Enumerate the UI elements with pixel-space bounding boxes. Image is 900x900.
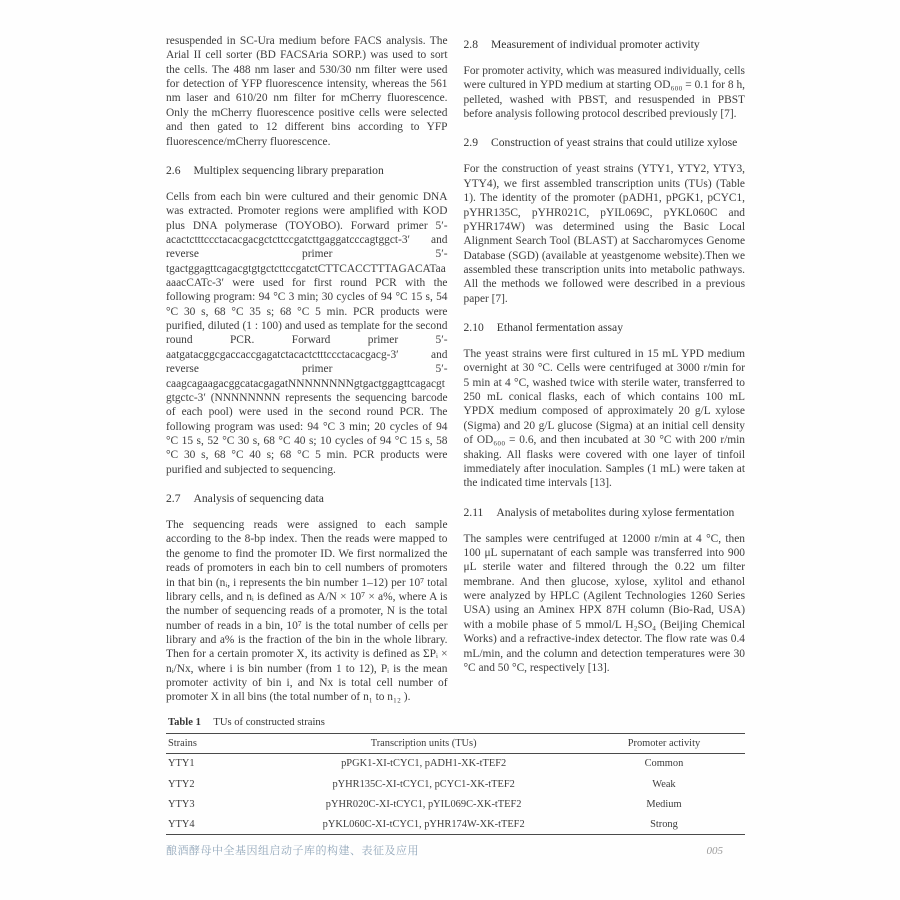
section-title: Multiplex sequencing library preparation — [193, 163, 384, 177]
two-column-body — [166, 34, 745, 705]
table1-block — [166, 717, 745, 836]
cell-transcription-units: pYKL060C-XI-tCYC1, pYHR174W-XK-tTEF2 — [322, 818, 525, 830]
page-footer — [166, 842, 745, 858]
table-row — [166, 814, 745, 835]
section-number: 2.6 — [166, 163, 181, 177]
table1-label: Table 1 — [168, 716, 201, 728]
table-row — [166, 794, 745, 814]
column-header-transcription-units: Transcription units (TUs) — [264, 733, 582, 753]
page-number: 005 — [706, 845, 723, 857]
cell-strain: YTY3 — [168, 798, 195, 810]
table1-caption — [166, 717, 745, 728]
column-header-strains: Strains — [166, 733, 264, 753]
section-number: 2.11 — [463, 505, 484, 519]
section-heading-2-8 — [464, 38, 746, 51]
cell-promoter-activity: Medium — [646, 798, 682, 810]
table-row — [166, 774, 745, 794]
cell-promoter-activity: Strong — [650, 818, 678, 830]
cell-transcription-units: pYHR020C-XI-tCYC1, pYIL069C-XK-tTEF2 — [325, 798, 522, 810]
paragraph-2-7-body: The sequencing reads were assigned to each sample according to the 8-bp index. Then the reads were mapped to the genome to find the promoter ID. We first normalized the reads of promoters in each bin to cell numbers of promoters in that bin (nᵢ, i represents the bin number 1–12) per 10⁷ total library cells, and nᵢ is defined as A/N × 10⁷ × a%, where A is the number of sequencing reads of a promoter, N is the total number of reads in a bin, 10⁷ is the total number of cells per library and a% is the fraction of the bin in the whole library. Then for a certain promoter X, its activity is defined as ΣPᵢ × nᵢ/Nx, where i is bin number (from 1 to 12), Pᵢ is the mean promoter activity of bin i, and Nx is total cell number of promoter X in all bins (the total number of n₁ to n₁₂ ). — [166, 519, 448, 704]
right-column — [464, 34, 746, 705]
table1 — [166, 733, 745, 836]
section-heading-2-11 — [464, 506, 746, 519]
section-title: Ethanol fermentation assay — [496, 321, 623, 335]
cell-transcription-units: pPGK1-XI-tCYC1, pADH1-XK-tTEF2 — [341, 758, 507, 770]
section-heading-2-10 — [464, 321, 746, 334]
section-title: Analysis of sequencing data — [193, 492, 324, 506]
cell-promoter-activity: Common — [644, 758, 684, 770]
cell-strain: YTY2 — [168, 778, 195, 790]
section-heading-2-9 — [464, 136, 746, 149]
table-row — [166, 753, 745, 774]
section-heading-2-7 — [166, 492, 448, 505]
section-number: 2.8 — [463, 38, 478, 51]
section-number: 2.9 — [463, 136, 478, 150]
cell-transcription-units: pYHR135C-XI-tCYC1, pCYC1-XK-tTEF2 — [332, 778, 515, 790]
section-title: Measurement of individual promoter activity — [491, 38, 700, 51]
section-title: Construction of yeast strains that could utilize xylose — [491, 136, 738, 150]
paragraph-2-10-body: The yeast strains were first cultured in 15 mL YPD medium overnight at 30 °C. Cells were centrifuged at 3000 r/min for 5 min at 4 °C, washed twice with sterile water, transferred to 250 mL conical flasks, each of which contains 100 mL YPDX medium composed of approximately 20 g/L xylose (Sigma) and 20 g/L glucose (Sigma) at an initial cell density of OD₆₀₀ = 0.6, and then incubated at 30 °C with 200 r/min shaking. All flasks were covered with one layer of tinfoil immediately after inoculation. Samples (1 mL) were taken at the indicated time intervals [13]. — [463, 348, 745, 490]
paragraph-2-6-body: Cells from each bin were cultured and their genomic DNA was extracted. Promoter regions were amplified with KOD plus DNA polymerase (TOYOBO). Forward primer 5′-acactctttccctacacgacgctcttccgatcttgaggatcccagtggct-3′ and reverse primer 5′-tgactggagttcagacgtgtgctcttccgatctCTTCACCTTTAGACATaaaaacCATc-3′ were used for first round PCR with the following program: 94 °C 3 min; 30 cycles of 94 °C 15 s, 54 °C 30 s, 68 °C 35 s; 68 °C 5 min. PCR products were purified, diluted (1 : 100) and used as template for the second round PCR. Forward primer 5′-aatgatacggcgaccaccgagatctacactctttccctacacgacg-3′ and reverse primer 5′-caagcagaagacggcatacgagatNNNNNNNNgtgactggagttcagacgtgtgctc-3′ (NNNNNNNN represents the sequencing barcode of each pool) were used in the second round PCR. The following program was used: 94 °C 3 min; 20 cycles of 94 °C 15 s, 52 °C 30 s, 68 °C 40 s; 10 cycles of 94 °C 15 s, 58 °C 30 s, 68 °C 40 s; 68 °C 5 min. PCR products were purified and subjected to sequencing. — [166, 190, 448, 476]
section-number: 2.7 — [166, 492, 181, 506]
running-title: 酿酒酵母中全基因组启动子库的构建、表征及应用 — [166, 845, 419, 857]
page-content — [166, 34, 745, 835]
paragraph-2-8-body: For promoter activity, which was measured individually, cells were cultured in YPD medium at starting OD₆₀₀ = 0.1 for 8 h, pelleted, washed with PBST, and resuspended in PBST before analysis following protocol described previously [7]. — [463, 65, 745, 121]
left-column — [166, 34, 448, 705]
cell-strain: YTY1 — [168, 758, 195, 770]
cell-promoter-activity: Weak — [652, 778, 676, 790]
paragraph-facs-continuation: resuspended in SC-Ura medium before FACS analysis. The Arial II cell sorter (BD FACSAria SORP.) was used to sort the cells. The 488 nm laser and 530/30 nm filter were used for detection of YFP fluorescence intensity, whereas the 561 nm laser and 610/20 nm filter for mCherry fluorescence. Only the mCherry fluorescence positive cells were selected and then gated to 12 different bins according to YFP fluorescence/mCherry fluorescence. — [166, 35, 448, 148]
cell-strain: YTY4 — [168, 818, 195, 830]
column-header-promoter-activity: Promoter activity — [583, 733, 745, 753]
paragraph-2-9-body: For the construction of yeast strains (YTY1, YTY2, YTY3, YTY4), we first assembled transcription units (TUs) (Table 1). The identity of the promoter (pADH1, pPGK1, pCYC1, pYHR135C, pYHR021C, pYIL069C, pYKL060C and pYHR174W) was determined using the Basic Local Alignment Search Tool (BLAST) at Saccharomyces Genome Database (SGD) (available at yeastgenome website).Then we assembled these transcription units into metabolic pathways. All the methods we followed were described in a previous paper [7]. — [463, 163, 745, 305]
table-header-row — [166, 733, 745, 753]
section-title: Analysis of metabolites during xylose fermentation — [496, 505, 735, 519]
paragraph-2-11-body: The samples were centrifuged at 12000 r/min at 4 °C, then 100 μL supernatant of each sample was transferred into 900 μL sterile water and filtered through the 0.22 um filter membrane. And then glucose, xylose, xylitol and ethanol were analyzed by HPLC (Agilent Technologies 1260 Series USA) using an Aminex HPX 87H column (Bio-Rad, USA) with a mobile phase of 5 mmol/L H₂SO₄ (Beijing Chemical Works) and a refractive-index detector. The flow rate was 0.4 mL/min, and the column and detection temperatures were 30 °C and 50 °C, respectively [13]. — [463, 532, 745, 674]
table1-title: TUs of constructed strains — [213, 716, 325, 728]
section-heading-2-6 — [166, 164, 448, 177]
section-number: 2.10 — [463, 321, 484, 335]
